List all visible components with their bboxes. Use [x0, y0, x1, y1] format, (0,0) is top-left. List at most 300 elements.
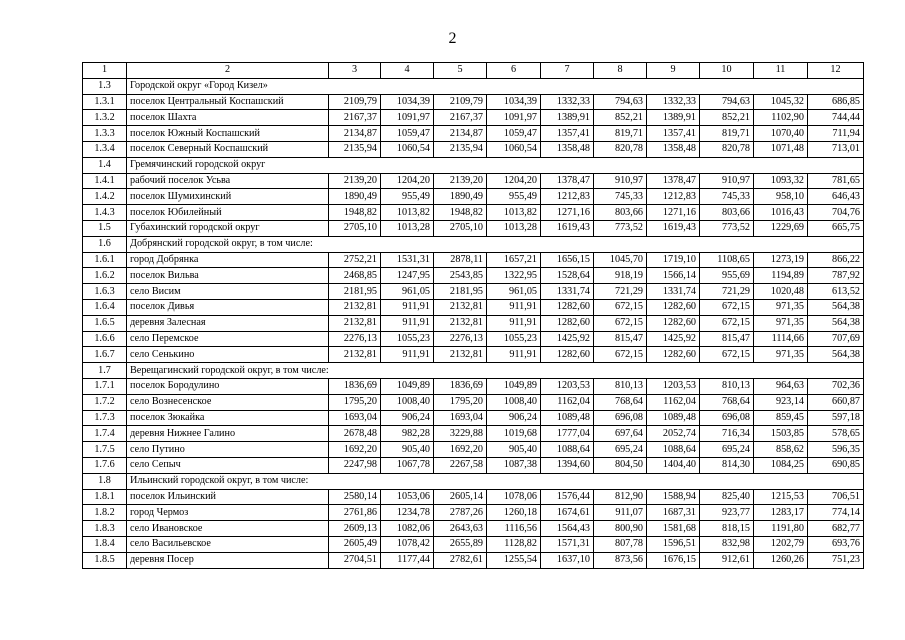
value-cell: 1204,20 [487, 173, 541, 189]
value-cell: 695,24 [594, 442, 647, 458]
page-number: 2 [448, 30, 457, 47]
row-code-cell: 1.3.3 [83, 126, 127, 142]
value-cell: 955,49 [487, 189, 541, 205]
settlement-name-cell: Губахинский городской округ [127, 220, 329, 236]
value-cell: 613,52 [808, 284, 864, 300]
value-cell: 2134,87 [329, 126, 381, 142]
value-cell: 2605,49 [329, 536, 381, 552]
value-cell: 1358,48 [647, 141, 700, 157]
value-cell: 1229,69 [754, 220, 808, 236]
value-cell: 1019,68 [487, 426, 541, 442]
value-cell: 2132,81 [434, 347, 487, 363]
value-cell: 815,47 [594, 331, 647, 347]
value-cell: 2643,63 [434, 521, 487, 537]
value-cell: 794,63 [700, 94, 754, 110]
table-row [83, 426, 864, 442]
value-cell: 768,64 [594, 394, 647, 410]
value-cell: 905,40 [381, 442, 434, 458]
row-code-cell: 1.3.1 [83, 94, 127, 110]
value-cell: 1656,15 [541, 252, 594, 268]
value-cell: 702,36 [808, 378, 864, 394]
settlement-name-cell: поселок Шахта [127, 110, 329, 126]
value-cell: 859,45 [754, 410, 808, 426]
value-cell: 1045,32 [754, 94, 808, 110]
value-cell: 912,61 [700, 552, 754, 568]
value-cell: 1162,04 [647, 394, 700, 410]
value-cell: 803,66 [700, 205, 754, 221]
value-cell: 1059,47 [487, 126, 541, 142]
value-cell: 2167,37 [434, 110, 487, 126]
value-cell: 787,92 [808, 268, 864, 284]
settlement-name-cell: поселок Зюкайка [127, 410, 329, 426]
value-cell: 2878,11 [434, 252, 487, 268]
row-code-cell: 1.4.1 [83, 173, 127, 189]
value-cell: 2167,37 [329, 110, 381, 126]
value-cell: 1271,16 [541, 205, 594, 221]
value-cell: 2181,95 [434, 284, 487, 300]
value-cell: 1116,56 [487, 521, 541, 537]
value-cell: 1657,21 [487, 252, 541, 268]
settlement-name-cell: поселок Северный Коспашский [127, 141, 329, 157]
value-cell: 2132,81 [329, 299, 381, 315]
value-cell: 682,77 [808, 521, 864, 537]
value-cell: 716,34 [700, 426, 754, 442]
value-cell: 1084,25 [754, 457, 808, 473]
value-cell: 706,51 [808, 489, 864, 505]
value-cell: 1060,54 [381, 141, 434, 157]
column-number-cell: 4 [381, 63, 434, 79]
value-cell: 672,15 [594, 347, 647, 363]
column-number-cell: 8 [594, 63, 647, 79]
value-cell: 2782,61 [434, 552, 487, 568]
settlement-name-cell: город Добрянка [127, 252, 329, 268]
value-cell: 1890,49 [434, 189, 487, 205]
value-cell: 1067,78 [381, 457, 434, 473]
value-cell: 1055,23 [487, 331, 541, 347]
value-cell: 697,64 [594, 426, 647, 442]
value-cell: 744,44 [808, 110, 864, 126]
value-cell: 1331,74 [541, 284, 594, 300]
column-number-cell: 11 [754, 63, 808, 79]
value-cell: 2109,79 [434, 94, 487, 110]
value-cell: 1078,42 [381, 536, 434, 552]
row-code-cell: 1.8.4 [83, 536, 127, 552]
value-cell: 911,91 [381, 315, 434, 331]
value-cell: 2704,51 [329, 552, 381, 568]
settlement-name-cell: поселок Южный Коспашский [127, 126, 329, 142]
row-code-cell: 1.7.2 [83, 394, 127, 410]
value-cell: 911,91 [381, 347, 434, 363]
tariff-table [82, 62, 864, 569]
value-cell: 2135,94 [329, 141, 381, 157]
value-cell: 852,21 [594, 110, 647, 126]
value-cell: 1260,26 [754, 552, 808, 568]
settlement-name-cell: поселок Вильва [127, 268, 329, 284]
value-cell: 1070,40 [754, 126, 808, 142]
value-cell: 1114,66 [754, 331, 808, 347]
table-row [83, 141, 864, 157]
value-cell: 1008,40 [381, 394, 434, 410]
value-cell: 1034,39 [487, 94, 541, 110]
value-cell: 672,15 [700, 299, 754, 315]
value-cell: 2132,81 [329, 315, 381, 331]
value-cell: 1082,06 [381, 521, 434, 537]
table-row [83, 442, 864, 458]
value-cell: 704,76 [808, 205, 864, 221]
value-cell: 803,66 [594, 205, 647, 221]
settlement-name-cell: село Сепыч [127, 457, 329, 473]
value-cell: 1389,91 [647, 110, 700, 126]
value-cell: 1204,20 [381, 173, 434, 189]
row-code-cell: 1.6.6 [83, 331, 127, 347]
value-cell: 1059,47 [381, 126, 434, 142]
value-cell: 961,05 [381, 284, 434, 300]
value-cell: 2276,13 [434, 331, 487, 347]
value-cell: 773,52 [594, 220, 647, 236]
value-cell: 1020,48 [754, 284, 808, 300]
value-cell: 1357,41 [647, 126, 700, 142]
value-cell: 660,87 [808, 394, 864, 410]
value-cell: 923,14 [754, 394, 808, 410]
value-cell: 1394,60 [541, 457, 594, 473]
value-cell: 866,22 [808, 252, 864, 268]
value-cell: 1795,20 [329, 394, 381, 410]
value-cell: 672,15 [594, 315, 647, 331]
table-row [83, 189, 864, 205]
value-cell: 1576,44 [541, 489, 594, 505]
group-name-cell: Гремячинский городской округ [127, 157, 864, 173]
settlement-name-cell: поселок Шумихинский [127, 189, 329, 205]
group-name-cell: Ильинский городской округ, в том числе: [127, 473, 864, 489]
column-number-row [83, 63, 864, 79]
value-cell: 695,24 [700, 442, 754, 458]
value-cell: 1060,54 [487, 141, 541, 157]
value-cell: 832,98 [700, 536, 754, 552]
value-cell: 672,15 [700, 315, 754, 331]
table-row [83, 252, 864, 268]
value-cell: 1596,51 [647, 536, 700, 552]
settlement-name-cell: село Перемское [127, 331, 329, 347]
table-row [83, 268, 864, 284]
value-cell: 2132,81 [434, 315, 487, 331]
value-cell: 1260,18 [487, 505, 541, 521]
value-cell: 696,08 [594, 410, 647, 426]
row-code-cell: 1.3.4 [83, 141, 127, 157]
settlement-name-cell: деревня Нижнее Галино [127, 426, 329, 442]
settlement-name-cell: село Васильевское [127, 536, 329, 552]
row-code-cell: 1.8 [83, 473, 127, 489]
value-cell: 597,18 [808, 410, 864, 426]
value-cell: 1273,19 [754, 252, 808, 268]
value-cell: 672,15 [700, 347, 754, 363]
value-cell: 1948,82 [434, 205, 487, 221]
value-cell: 810,13 [594, 378, 647, 394]
value-cell: 3229,88 [434, 426, 487, 442]
value-cell: 721,29 [594, 284, 647, 300]
value-cell: 1425,92 [541, 331, 594, 347]
value-cell: 2134,87 [434, 126, 487, 142]
value-cell: 2109,79 [329, 94, 381, 110]
value-cell: 1055,23 [381, 331, 434, 347]
settlement-name-cell: село Путино [127, 442, 329, 458]
settlement-name-cell: поселок Юбилейный [127, 205, 329, 221]
row-code-cell: 1.3 [83, 78, 127, 94]
row-code-cell: 1.7.1 [83, 378, 127, 394]
value-cell: 2705,10 [434, 220, 487, 236]
value-cell: 958,10 [754, 189, 808, 205]
table-row [83, 173, 864, 189]
column-number-cell: 10 [700, 63, 754, 79]
value-cell: 1283,17 [754, 505, 808, 521]
value-cell: 2605,14 [434, 489, 487, 505]
value-cell: 1389,91 [541, 110, 594, 126]
row-code-cell: 1.4.3 [83, 205, 127, 221]
table-body [83, 63, 864, 569]
value-cell: 1795,20 [434, 394, 487, 410]
value-cell: 2678,48 [329, 426, 381, 442]
value-cell: 2135,94 [434, 141, 487, 157]
value-cell: 1404,40 [647, 457, 700, 473]
value-cell: 1203,53 [647, 378, 700, 394]
group-name-cell: Добрянский городской округ, в том числе: [127, 236, 864, 252]
value-cell: 1089,48 [541, 410, 594, 426]
value-cell: 911,91 [381, 299, 434, 315]
value-cell: 1282,60 [541, 347, 594, 363]
table-row [83, 410, 864, 426]
value-cell: 711,94 [808, 126, 864, 142]
value-cell: 815,47 [700, 331, 754, 347]
settlement-name-cell: село Ивановское [127, 521, 329, 537]
table-row [83, 126, 864, 142]
value-cell: 923,77 [700, 505, 754, 521]
value-cell: 1331,74 [647, 284, 700, 300]
value-cell: 564,38 [808, 315, 864, 331]
settlement-name-cell: поселок Дивья [127, 299, 329, 315]
value-cell: 1108,65 [700, 252, 754, 268]
value-cell: 1322,95 [487, 268, 541, 284]
value-cell: 955,69 [700, 268, 754, 284]
table-row [83, 457, 864, 473]
value-cell: 2609,13 [329, 521, 381, 537]
value-cell: 858,62 [754, 442, 808, 458]
value-cell: 1234,78 [381, 505, 434, 521]
row-code-cell: 1.7 [83, 363, 127, 379]
value-cell: 819,71 [594, 126, 647, 142]
value-cell: 1008,40 [487, 394, 541, 410]
value-cell: 1282,60 [541, 315, 594, 331]
table-row [83, 205, 864, 221]
value-cell: 2267,58 [434, 457, 487, 473]
value-cell: 2543,85 [434, 268, 487, 284]
row-code-cell: 1.7.4 [83, 426, 127, 442]
value-cell: 1836,69 [434, 378, 487, 394]
value-cell: 578,65 [808, 426, 864, 442]
table-row [83, 331, 864, 347]
row-code-cell: 1.8.2 [83, 505, 127, 521]
value-cell: 745,33 [700, 189, 754, 205]
value-cell: 2181,95 [329, 284, 381, 300]
value-cell: 2705,10 [329, 220, 381, 236]
value-cell: 804,50 [594, 457, 647, 473]
row-code-cell: 1.7.6 [83, 457, 127, 473]
value-cell: 672,15 [594, 299, 647, 315]
value-cell: 1531,31 [381, 252, 434, 268]
column-number-cell: 1 [83, 63, 127, 79]
value-cell: 2052,74 [647, 426, 700, 442]
row-code-cell: 1.6.2 [83, 268, 127, 284]
value-cell: 814,30 [700, 457, 754, 473]
settlement-name-cell: село Вознесенское [127, 394, 329, 410]
value-cell: 774,14 [808, 505, 864, 521]
value-cell: 1674,61 [541, 505, 594, 521]
value-cell: 1088,64 [541, 442, 594, 458]
value-cell: 1013,28 [487, 220, 541, 236]
table-row [83, 284, 864, 300]
row-code-cell: 1.6.7 [83, 347, 127, 363]
value-cell: 918,19 [594, 268, 647, 284]
row-code-cell: 1.6.5 [83, 315, 127, 331]
value-cell: 1212,83 [647, 189, 700, 205]
value-cell: 2139,20 [434, 173, 487, 189]
value-cell: 1332,33 [541, 94, 594, 110]
value-cell: 707,69 [808, 331, 864, 347]
value-cell: 910,97 [594, 173, 647, 189]
group-name-cell: Верещагинский городской округ, в том числе: [127, 363, 864, 379]
value-cell: 721,29 [700, 284, 754, 300]
value-cell: 690,85 [808, 457, 864, 473]
value-cell: 1271,16 [647, 205, 700, 221]
table-row [83, 347, 864, 363]
value-cell: 905,40 [487, 442, 541, 458]
value-cell: 1177,44 [381, 552, 434, 568]
value-cell: 1676,15 [647, 552, 700, 568]
value-cell: 1566,14 [647, 268, 700, 284]
value-cell: 1719,10 [647, 252, 700, 268]
value-cell: 1777,04 [541, 426, 594, 442]
table-row [83, 505, 864, 521]
value-cell: 906,24 [487, 410, 541, 426]
column-number-cell: 9 [647, 63, 700, 79]
value-cell: 825,40 [700, 489, 754, 505]
value-cell: 2132,81 [434, 299, 487, 315]
value-cell: 1619,43 [541, 220, 594, 236]
value-cell: 1693,04 [329, 410, 381, 426]
table-row [83, 521, 864, 537]
value-cell: 1071,48 [754, 141, 808, 157]
row-code-cell: 1.7.3 [83, 410, 127, 426]
group-header-row [83, 78, 864, 94]
row-code-cell: 1.3.2 [83, 110, 127, 126]
column-number-cell: 6 [487, 63, 541, 79]
group-header-row [83, 236, 864, 252]
settlement-name-cell: город Чермоз [127, 505, 329, 521]
value-cell: 1255,54 [487, 552, 541, 568]
column-number-cell: 2 [127, 63, 329, 79]
value-cell: 1378,47 [647, 173, 700, 189]
value-cell: 820,78 [700, 141, 754, 157]
settlement-name-cell: поселок Ильинский [127, 489, 329, 505]
row-code-cell: 1.6.4 [83, 299, 127, 315]
column-number-cell: 3 [329, 63, 381, 79]
value-cell: 1528,64 [541, 268, 594, 284]
table-row [83, 315, 864, 331]
value-cell: 873,56 [594, 552, 647, 568]
value-cell: 819,71 [700, 126, 754, 142]
value-cell: 810,13 [700, 378, 754, 394]
value-cell: 2468,85 [329, 268, 381, 284]
row-code-cell: 1.6.3 [83, 284, 127, 300]
value-cell: 1045,70 [594, 252, 647, 268]
value-cell: 693,76 [808, 536, 864, 552]
value-cell: 1049,89 [381, 378, 434, 394]
value-cell: 564,38 [808, 347, 864, 363]
value-cell: 1162,04 [541, 394, 594, 410]
row-code-cell: 1.5 [83, 220, 127, 236]
value-cell: 745,33 [594, 189, 647, 205]
value-cell: 1282,60 [647, 315, 700, 331]
value-cell: 686,85 [808, 94, 864, 110]
value-cell: 812,90 [594, 489, 647, 505]
value-cell: 1091,97 [381, 110, 434, 126]
settlement-name-cell: село Висим [127, 284, 329, 300]
value-cell: 1692,20 [434, 442, 487, 458]
settlement-name-cell: поселок Бородулино [127, 378, 329, 394]
column-number-cell: 7 [541, 63, 594, 79]
value-cell: 910,97 [700, 173, 754, 189]
value-cell: 1619,43 [647, 220, 700, 236]
value-cell: 1049,89 [487, 378, 541, 394]
value-cell: 955,49 [381, 189, 434, 205]
value-cell: 1571,31 [541, 536, 594, 552]
value-cell: 1128,82 [487, 536, 541, 552]
settlement-name-cell: поселок Центральный Коспашский [127, 94, 329, 110]
table-row [83, 536, 864, 552]
value-cell: 1078,06 [487, 489, 541, 505]
row-code-cell: 1.7.5 [83, 442, 127, 458]
value-cell: 794,63 [594, 94, 647, 110]
value-cell: 2655,89 [434, 536, 487, 552]
value-cell: 1202,79 [754, 536, 808, 552]
value-cell: 1191,80 [754, 521, 808, 537]
settlement-name-cell: село Сенькино [127, 347, 329, 363]
table-row [83, 220, 864, 236]
table-row [83, 110, 864, 126]
value-cell: 2276,13 [329, 331, 381, 347]
row-code-cell: 1.4.2 [83, 189, 127, 205]
value-cell: 1332,33 [647, 94, 700, 110]
value-cell: 2787,26 [434, 505, 487, 521]
row-code-cell: 1.8.5 [83, 552, 127, 568]
row-code-cell: 1.6.1 [83, 252, 127, 268]
value-cell: 911,91 [487, 347, 541, 363]
value-cell: 1053,06 [381, 489, 434, 505]
value-cell: 852,21 [700, 110, 754, 126]
value-cell: 2132,81 [329, 347, 381, 363]
row-code-cell: 1.4 [83, 157, 127, 173]
value-cell: 1215,53 [754, 489, 808, 505]
table-row [83, 94, 864, 110]
value-cell: 1013,28 [381, 220, 434, 236]
value-cell: 596,35 [808, 442, 864, 458]
column-number-cell: 5 [434, 63, 487, 79]
value-cell: 751,23 [808, 552, 864, 568]
value-cell: 1088,64 [647, 442, 700, 458]
value-cell: 1282,60 [541, 299, 594, 315]
value-cell: 807,78 [594, 536, 647, 552]
row-code-cell: 1.8.1 [83, 489, 127, 505]
group-name-cell: Городской округ «Город Кизел» [127, 78, 864, 94]
value-cell: 1692,20 [329, 442, 381, 458]
